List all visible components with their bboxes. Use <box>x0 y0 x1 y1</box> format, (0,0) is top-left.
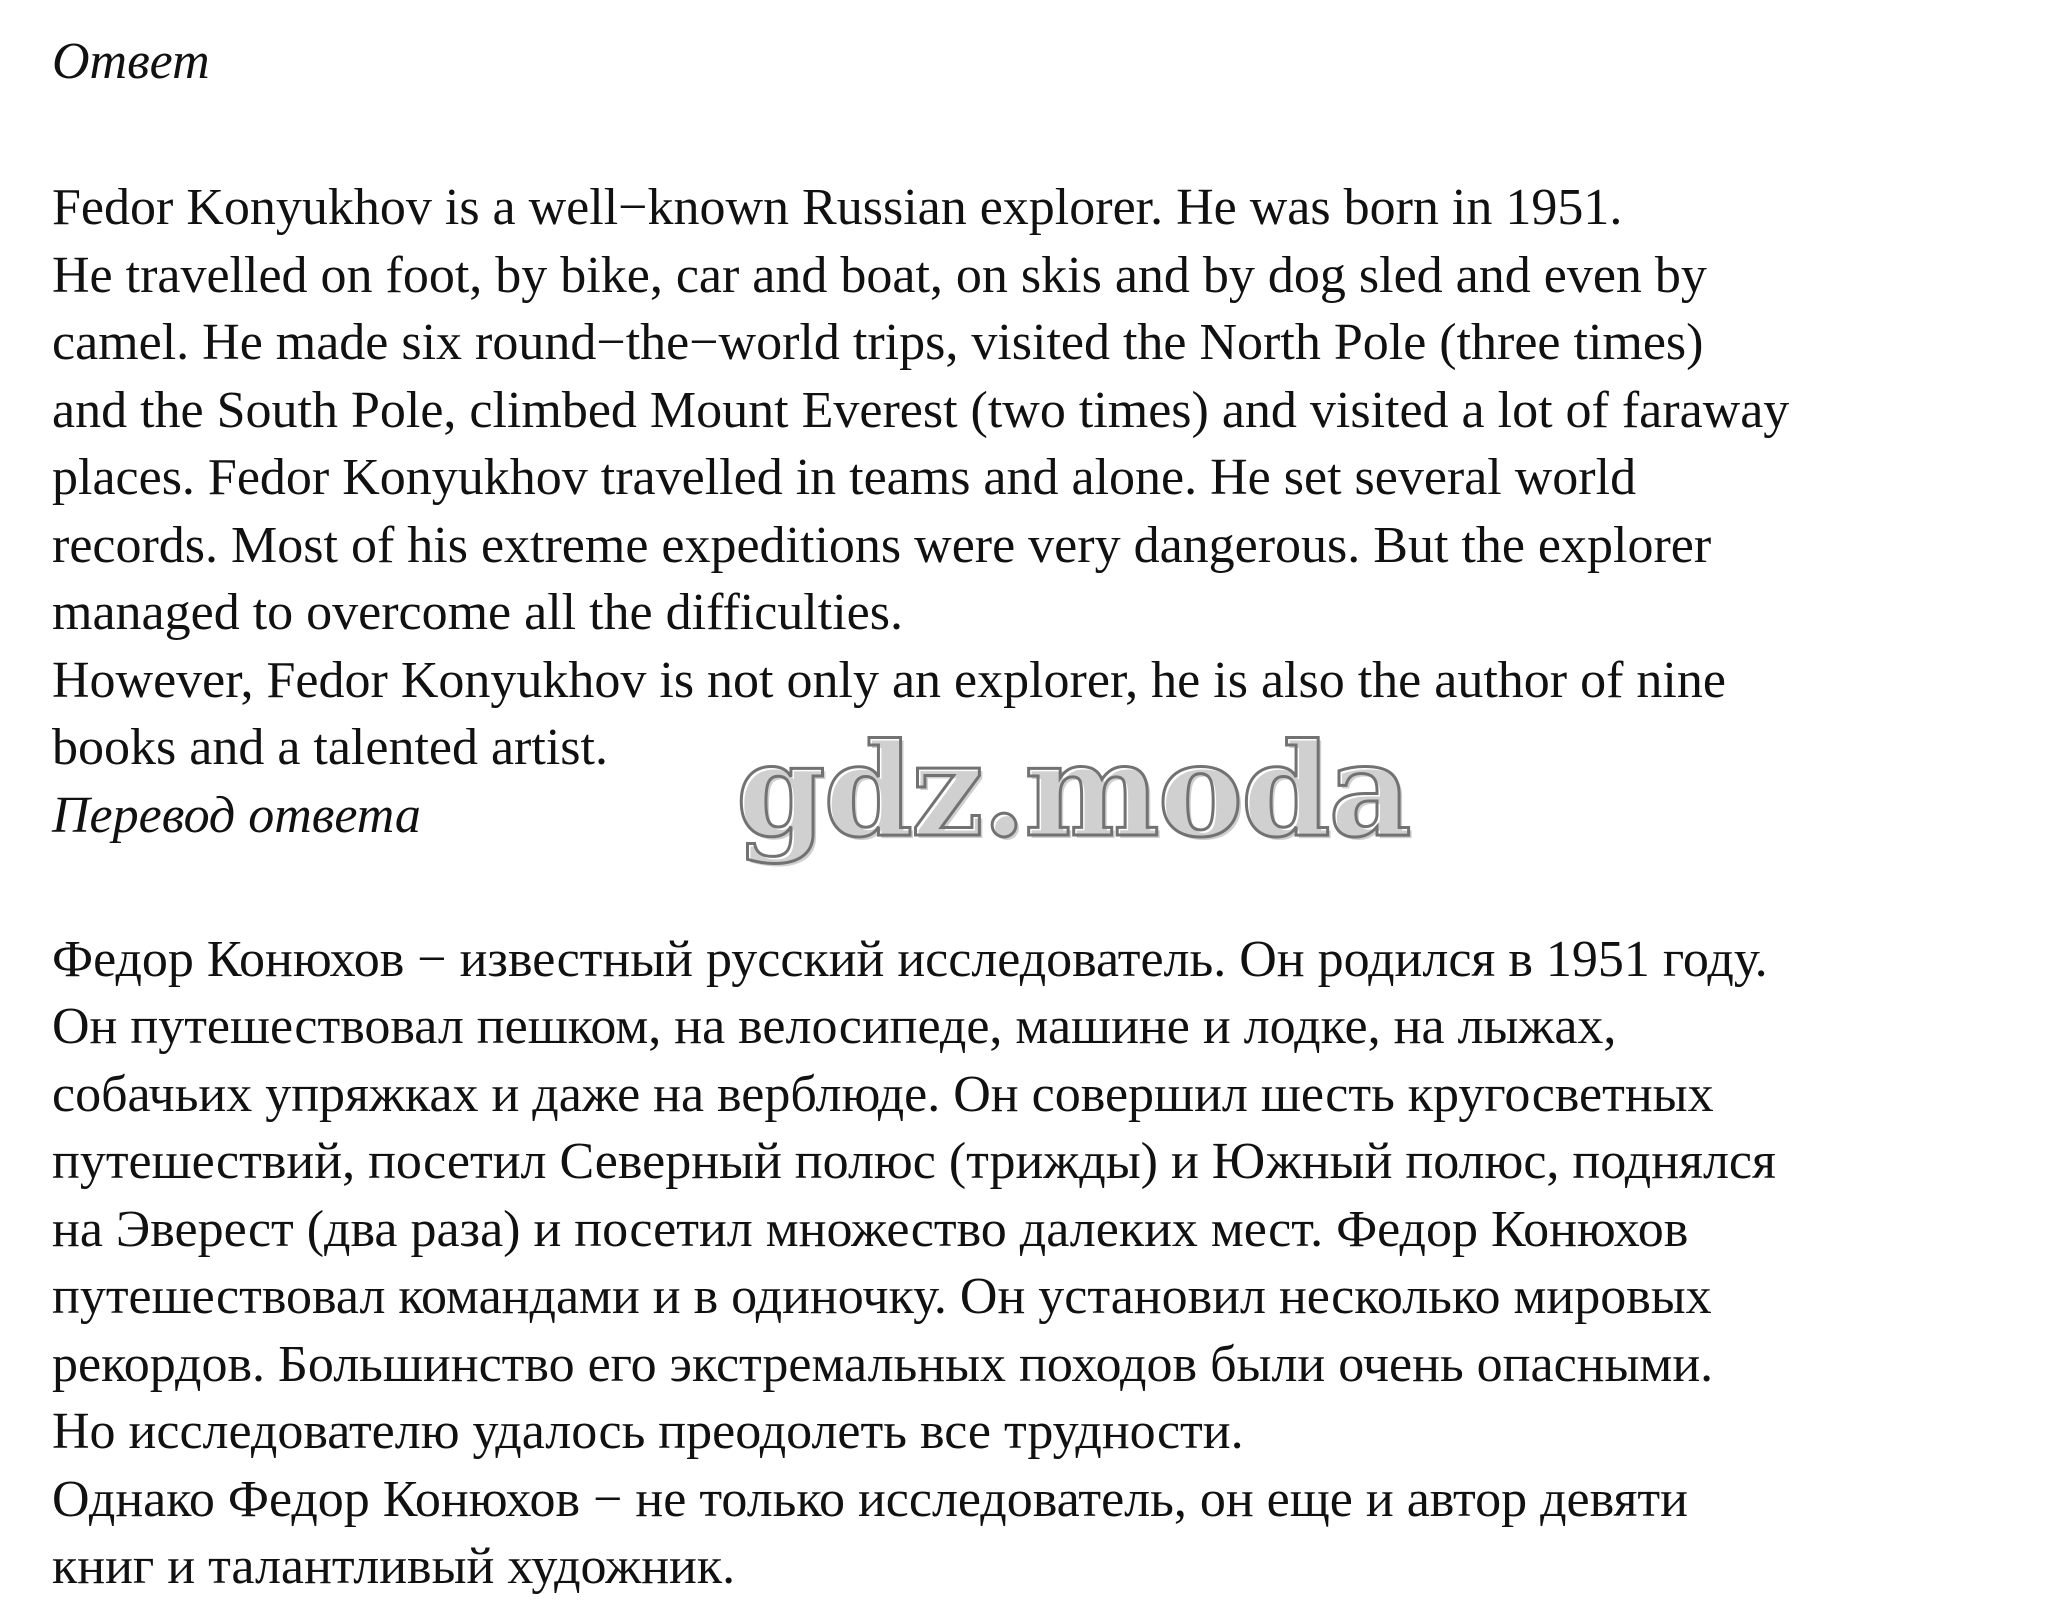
answer-heading: Ответ <box>52 33 210 90</box>
english-answer-paragraph <box>52 174 2012 782</box>
english-line: Fedor Konyukhov is a well−known Russian explorer. He was born in 1951. <box>52 179 1623 236</box>
russian-translation-paragraph <box>52 926 2012 1601</box>
english-line: He travelled on foot, by bike, car and boat, on skis and by dog sled and even by <box>52 246 1707 304</box>
english-line: places. Fedor Konyukhov travelled in teams and alone. He set several world <box>52 449 1637 506</box>
russian-line: на Эверест (два раза) и посетил множество далеких мест. Федор Конюхов <box>52 1200 1689 1258</box>
russian-line: собачьих упряжках и даже на верблюде. Он совершил шесть кругосветных <box>52 1065 1714 1123</box>
russian-line: путешествий, посетил Северный полюс (трижды) и Южный полюс, поднялся <box>52 1133 1776 1190</box>
russian-line: Федор Конюхов − известный русский исследователь. Он родился в 1951 году. <box>52 930 1768 988</box>
russian-line: Он путешествовал пешком, на велосипеде, машине и лодке, на лыжах, <box>52 998 1617 1055</box>
document-page <box>52 28 2012 1601</box>
english-line: camel. He made six round−the−world trips, visited the North Pole (three times) <box>52 314 1704 371</box>
watermark-logo: gdz.moda <box>736 716 1410 866</box>
english-line: and the South Pole, climbed Mount Everest (two times) and visited a lot of faraway <box>52 381 1790 439</box>
english-line: records. Most of his extreme expeditions were very dangerous. But the explorer <box>52 516 1712 574</box>
russian-line: Однако Федор Конюхов − не только исследователь, он еще и автор девяти <box>52 1470 1688 1528</box>
russian-line: путешествовал командами и в одиночку. Он установил несколько мировых <box>52 1268 1712 1325</box>
translation-heading: Перевод ответа <box>52 786 421 844</box>
english-line: managed to overcome all the difficulties. <box>52 584 903 641</box>
russian-line: рекордов. Большинство его экстремальных походов были очень опасными. <box>52 1335 1714 1393</box>
english-line: However, Fedor Konyukhov is not only an explorer, he is also the author of nine <box>52 651 1726 709</box>
russian-line: книг и талантливый художник. <box>52 1538 736 1595</box>
english-line: books and a talented artist. <box>52 719 608 776</box>
russian-line: Но исследователю удалось преодолеть все трудности. <box>52 1403 1244 1460</box>
